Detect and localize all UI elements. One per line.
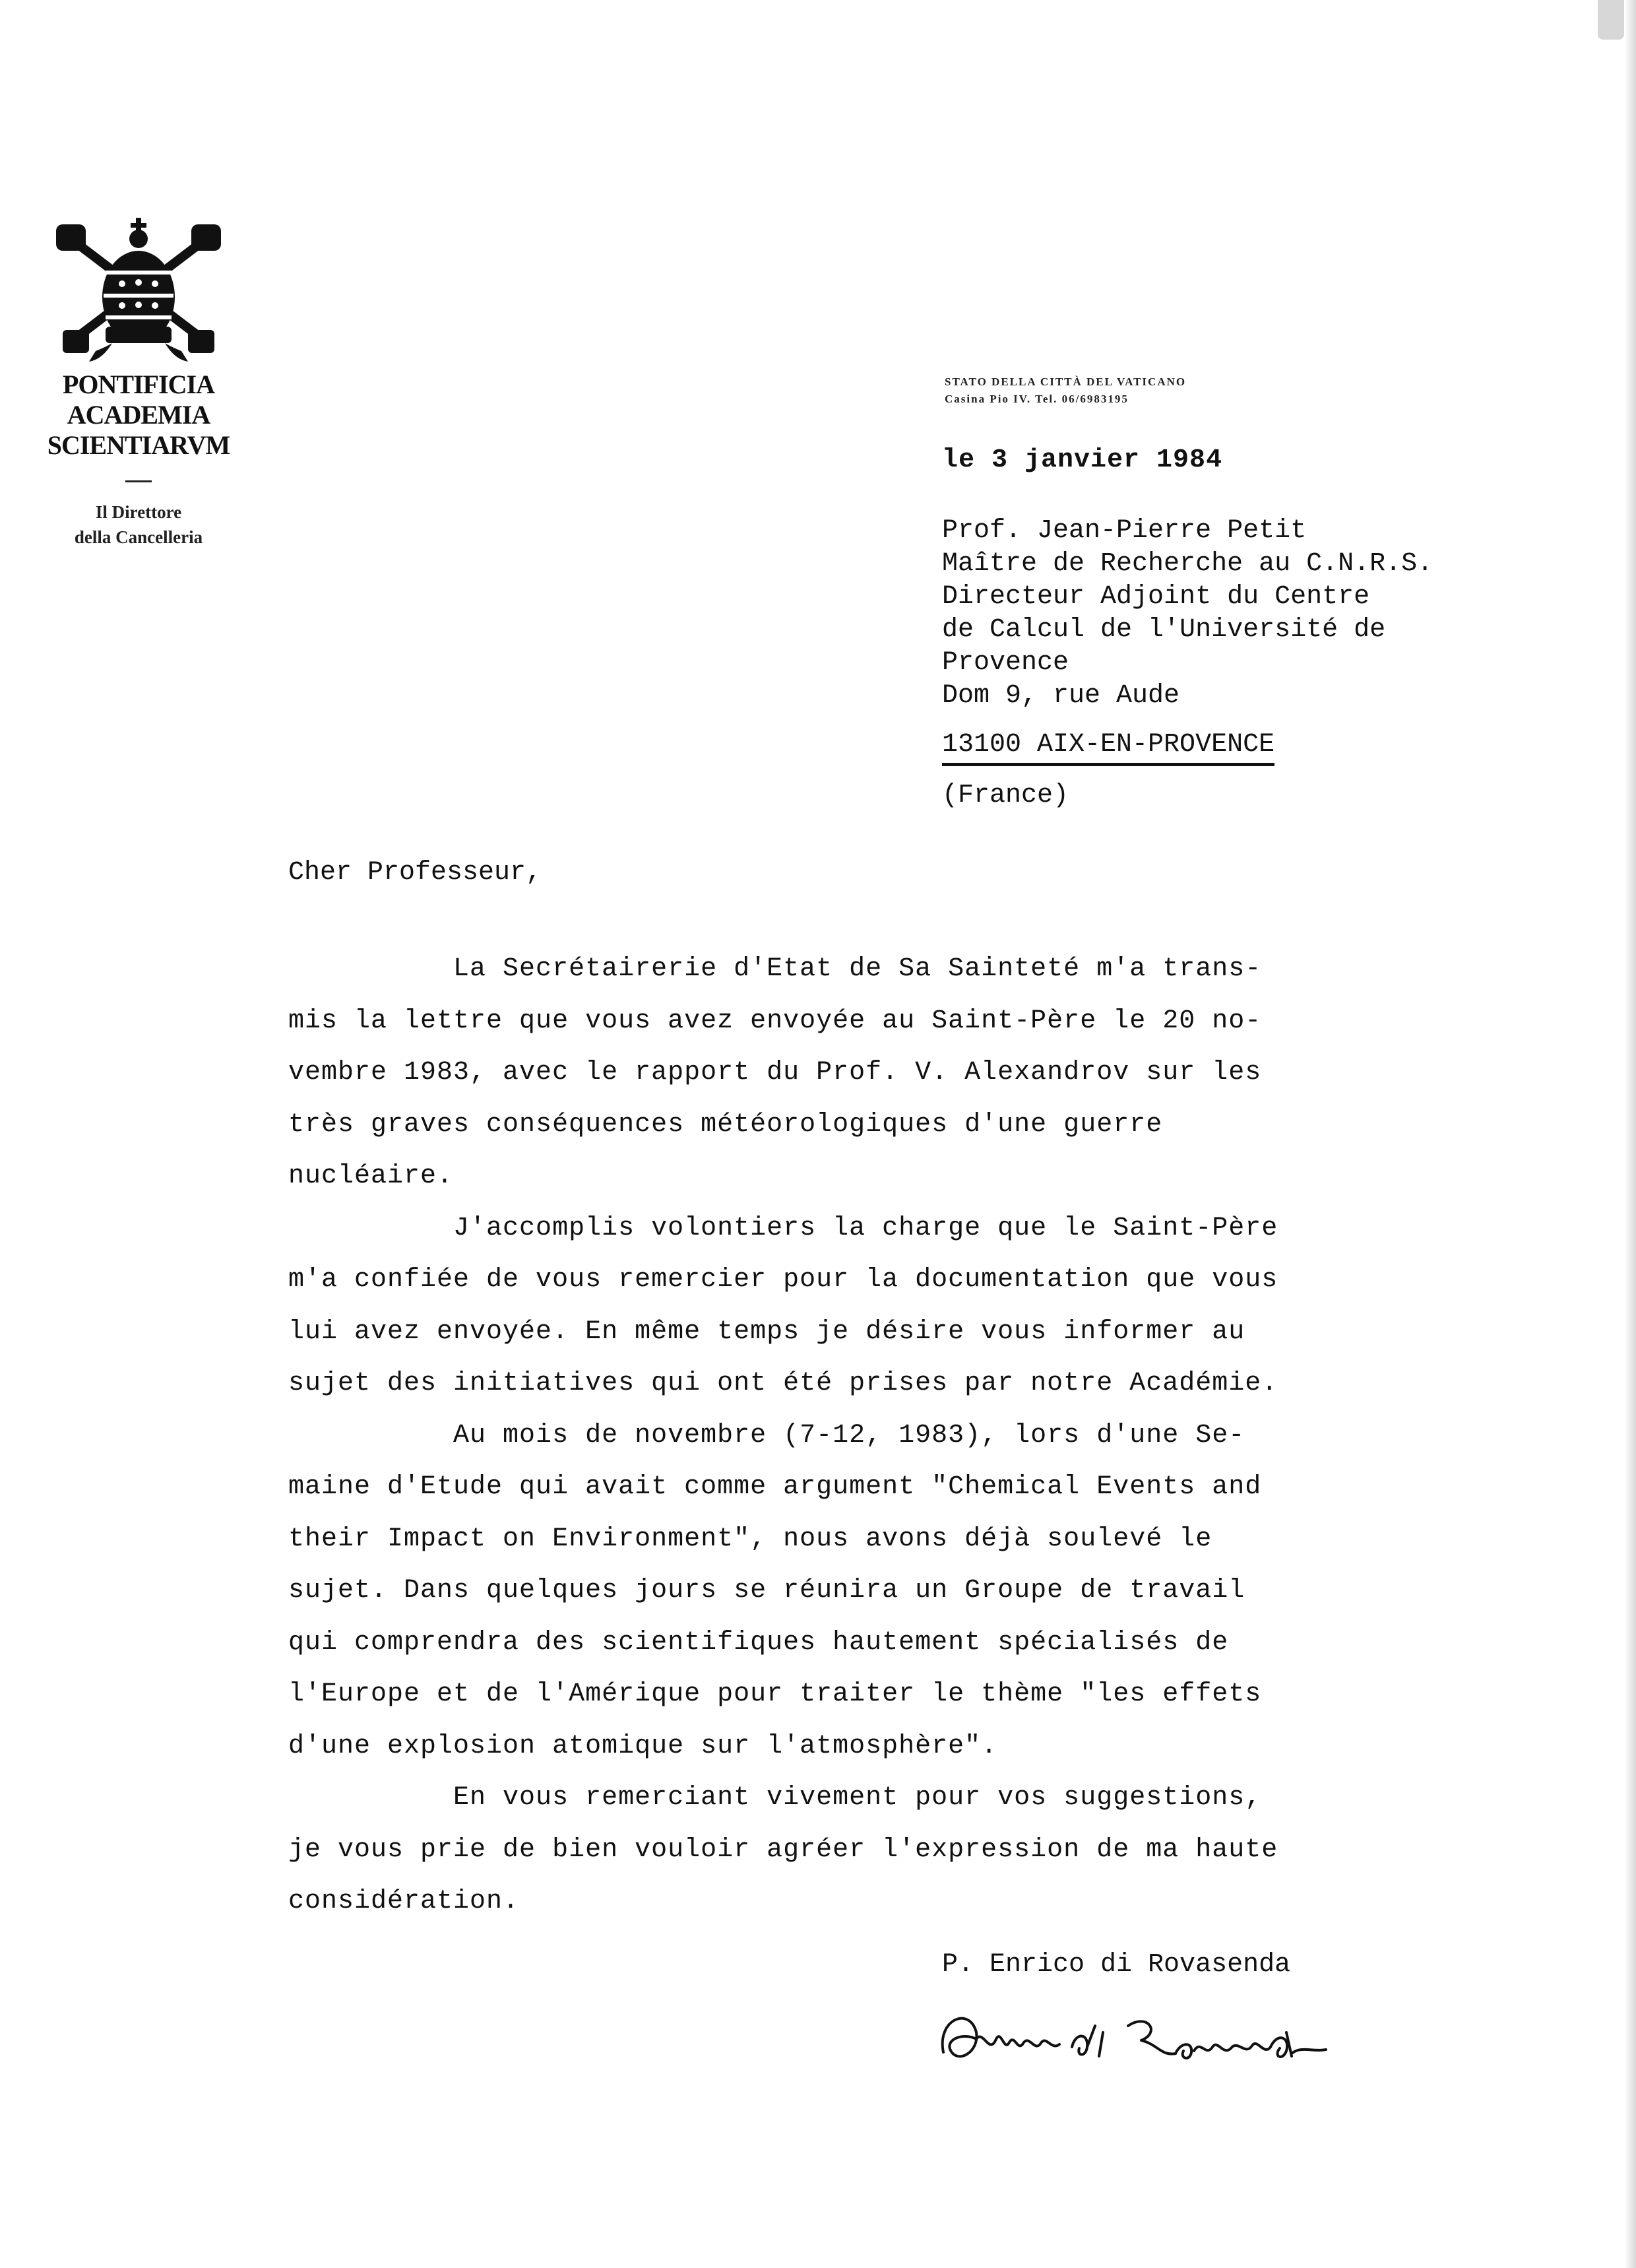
recipient-line: Prof. Jean-Pierre Petit	[942, 516, 1307, 546]
body-line: J'accomplis volontiers la charge que le Saint-Père	[288, 1213, 1278, 1243]
body-line: très graves conséquences météorologiques d'une guerre	[288, 1109, 1163, 1140]
state-line-1: STATO DELLA CITTÀ DEL VATICANO	[945, 375, 1187, 388]
body-line: vembre 1983, avec le rapport du Prof. V. Alexandrov sur les	[288, 1058, 1262, 1087]
recipient-line: Provence	[942, 648, 1069, 678]
body-line: je vous prie de bien vouloir agréer l'expression de ma haute	[288, 1834, 1278, 1865]
body-line: d'une explosion atomique sur l'atmosphère".	[288, 1731, 998, 1761]
body-line: l'Europe et de l'Amérique pour traiter le thème "les effets	[288, 1679, 1262, 1709]
recipient-country: (France)	[942, 781, 1069, 810]
recipient-line: Maître de Recherche au C.N.R.S.	[942, 549, 1433, 579]
recipient-line: de Calcul de l'Université de	[942, 615, 1386, 645]
body-line: m'a confiée de vous remercier pour la documentation que vous	[288, 1265, 1278, 1295]
scan-edge-shadow	[1624, 0, 1636, 2268]
director-title-line-2: della Cancelleria	[74, 527, 203, 547]
scan-corner-mark	[1598, 0, 1624, 40]
salutation: Cher Professeur,	[288, 858, 542, 888]
recipient-line: Directeur Adjoint du Centre	[942, 582, 1370, 612]
letter-body	[288, 944, 1509, 1928]
body-line: qui comprendra des scientifiques hautement spécialisés de	[288, 1627, 1229, 1658]
academy-name-line-1: PONTIFICIA	[62, 370, 215, 399]
letterhead	[26, 211, 251, 550]
papal-keys-tiara-emblem-icon	[49, 211, 228, 363]
academy-name-line-2: ACADEMIA	[67, 400, 210, 430]
sender-name: P. Enrico di Rovasenda	[942, 1950, 1291, 1980]
body-line: sujet. Dans quelques jours se réunira un Groupe de travail	[288, 1576, 1245, 1605]
body-line: En vous remerciant vivement pour vos suggestions,	[288, 1783, 1262, 1813]
body-line: La Secrétairerie d'Etat de Sa Sainteté m'a trans-	[288, 954, 1262, 984]
body-line: sujet des initiatives qui ont été prises par notre Académie.	[288, 1369, 1278, 1398]
academy-name-line-3: SCIENTIARVM	[47, 430, 230, 460]
state-line-2: Casina Pio IV. Tel. 06/6983195	[945, 393, 1129, 405]
body-line: their Impact on Environment", nous avons déjà soulevé le	[288, 1524, 1212, 1554]
letterhead-divider	[125, 480, 152, 482]
body-line: Au mois de novembre (7-12, 1983), lors d'une Se-	[288, 1420, 1245, 1450]
body-line: nucléaire.	[288, 1161, 454, 1191]
recipient-line: Dom 9, rue Aude	[942, 681, 1180, 711]
recipient-address	[942, 515, 1433, 812]
handwritten-signature	[930, 1993, 1352, 2092]
body-line: mis la lettre que vous avez envoyée au Saint-Père le 20 no-	[288, 1006, 1262, 1036]
body-line: maine d'Etude qui avait comme argument "Chemical Events and	[288, 1472, 1262, 1502]
recipient-city: 13100 AIX-EN-PROVENCE	[942, 729, 1274, 766]
body-line: considération.	[288, 1887, 520, 1916]
state-address-block	[945, 373, 1186, 408]
letter-date: le 3 janvier 1984	[942, 445, 1223, 475]
body-line: lui avez envoyée. En même temps je désire vous informer au	[288, 1316, 1245, 1347]
director-title-line-1: Il Direttore	[95, 502, 182, 522]
